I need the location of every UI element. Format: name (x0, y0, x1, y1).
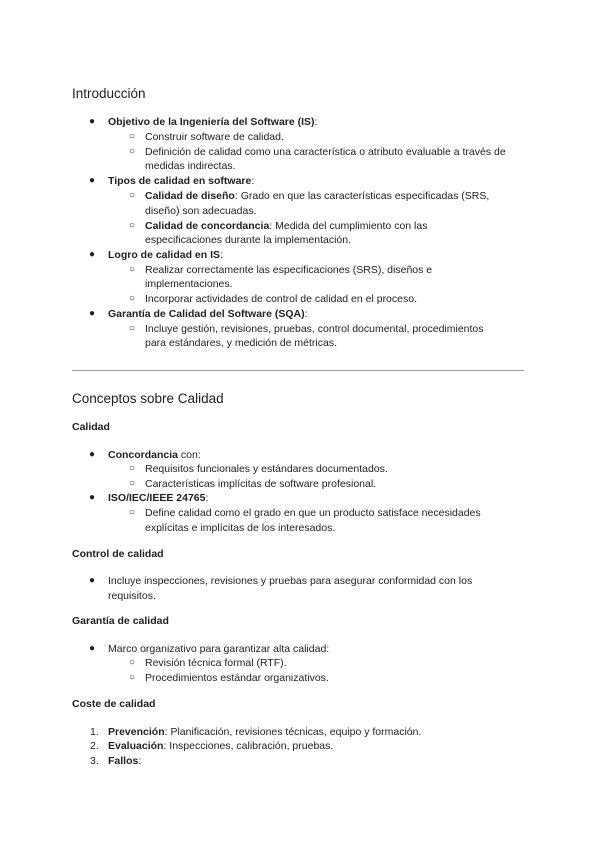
list-number: 1. (90, 726, 99, 738)
sub-bullet: ○ (129, 190, 136, 201)
list-item: Tipos de calidad en software: (108, 175, 255, 187)
sub-list-item-continuation: para estándares, y medición de métricas. (145, 337, 338, 349)
sub-list-item-continuation: explícitas e implícitas de los interesados. (145, 522, 336, 534)
section-title-introduccion: Introducción (72, 86, 146, 101)
bullet: ● (89, 308, 96, 319)
list-item: Objetivo de la Ingeniería del Software (IS): (108, 116, 318, 128)
sub-bullet: ○ (129, 672, 136, 683)
sub-bullet: ○ (129, 131, 136, 142)
list-item: Logro de calidad en IS: (108, 249, 223, 261)
horizontal-divider (72, 370, 524, 371)
sub-bullet: ○ (129, 323, 136, 334)
sub-bullet: ○ (129, 478, 136, 489)
bullet: ● (89, 249, 96, 260)
numbered-item: Fallos: (108, 755, 142, 767)
sub-list-item: Definición de calidad como una característica o atributo evaluable a través de (145, 146, 506, 158)
sub-list-item: Procedimientos estándar organizativos. (145, 672, 329, 684)
subheading-control-de-calidad: Control de calidad (72, 548, 164, 560)
bullet: ● (89, 175, 96, 186)
sub-bullet: ○ (129, 220, 136, 231)
sub-bullet: ○ (129, 293, 136, 304)
sub-list-item: Define calidad como el grado en que un producto satisface necesidades (145, 507, 481, 519)
list-number: 2. (90, 740, 99, 752)
sub-bullet: ○ (129, 657, 136, 668)
sub-bullet: ○ (129, 507, 136, 518)
sub-bullet: ○ (129, 146, 136, 157)
list-number: 3. (90, 755, 99, 767)
subheading-calidad: Calidad (72, 421, 110, 433)
sub-list-item: Características implícitas de software profesional. (145, 478, 377, 490)
sub-list-item: Revisión técnica formal (RTF). (145, 657, 287, 669)
bullet: ● (89, 575, 96, 586)
list-item: Garantía de Calidad del Software (SQA): (108, 308, 308, 320)
sub-list-item-continuation: diseño) son adecuadas. (145, 205, 257, 217)
numbered-item: Prevención: Planificación, revisiones técnicas, equipo y formación. (108, 726, 422, 738)
numbered-item: Evaluación: Inspecciones, calibración, pruebas. (108, 740, 334, 752)
bullet: ● (89, 492, 96, 503)
bullet: ● (89, 449, 96, 460)
subheading-coste-de-calidad: Coste de calidad (72, 698, 156, 710)
list-item: Concordancia con: (108, 449, 201, 461)
sub-list-item-continuation: especificaciones durante la implementación. (145, 234, 352, 246)
sub-bullet: ○ (129, 264, 136, 275)
subheading-garantia-de-calidad: Garantía de calidad (72, 615, 169, 627)
sub-list-item: Calidad de diseño: Grado en que las características especificadas (SRS, (145, 190, 490, 202)
sub-list-item: Construir software de calidad. (145, 131, 284, 143)
sub-bullet: ○ (129, 463, 136, 474)
list-item: Incluye inspecciones, revisiones y pruebas para asegurar conformidad con los (108, 575, 473, 587)
list-item: Marco organizativo para garantizar alta calidad: (108, 643, 330, 655)
bullet: ● (89, 643, 96, 654)
sub-list-item: Calidad de concordancia: Medida del cumplimiento con las (145, 220, 428, 232)
bullet: ● (89, 116, 96, 127)
sub-list-item: Requisitos funcionales y estándares documentados. (145, 463, 388, 475)
sub-list-item-continuation: medidas indirectas. (145, 160, 236, 172)
sub-list-item: Incorporar actividades de control de calidad en el proceso. (145, 293, 417, 305)
list-item: ISO/IEC/IEEE 24765: (108, 492, 209, 504)
sub-list-item-continuation: implementaciones. (145, 278, 233, 290)
list-item-continuation: requisitos. (108, 590, 156, 602)
sub-list-item: Incluye gestión, revisiones, pruebas, control documental, procedimientos (145, 323, 484, 335)
sub-list-item: Realizar correctamente las especificaciones (SRS), diseños e (145, 264, 433, 276)
section-title-conceptos: Conceptos sobre Calidad (72, 391, 224, 406)
